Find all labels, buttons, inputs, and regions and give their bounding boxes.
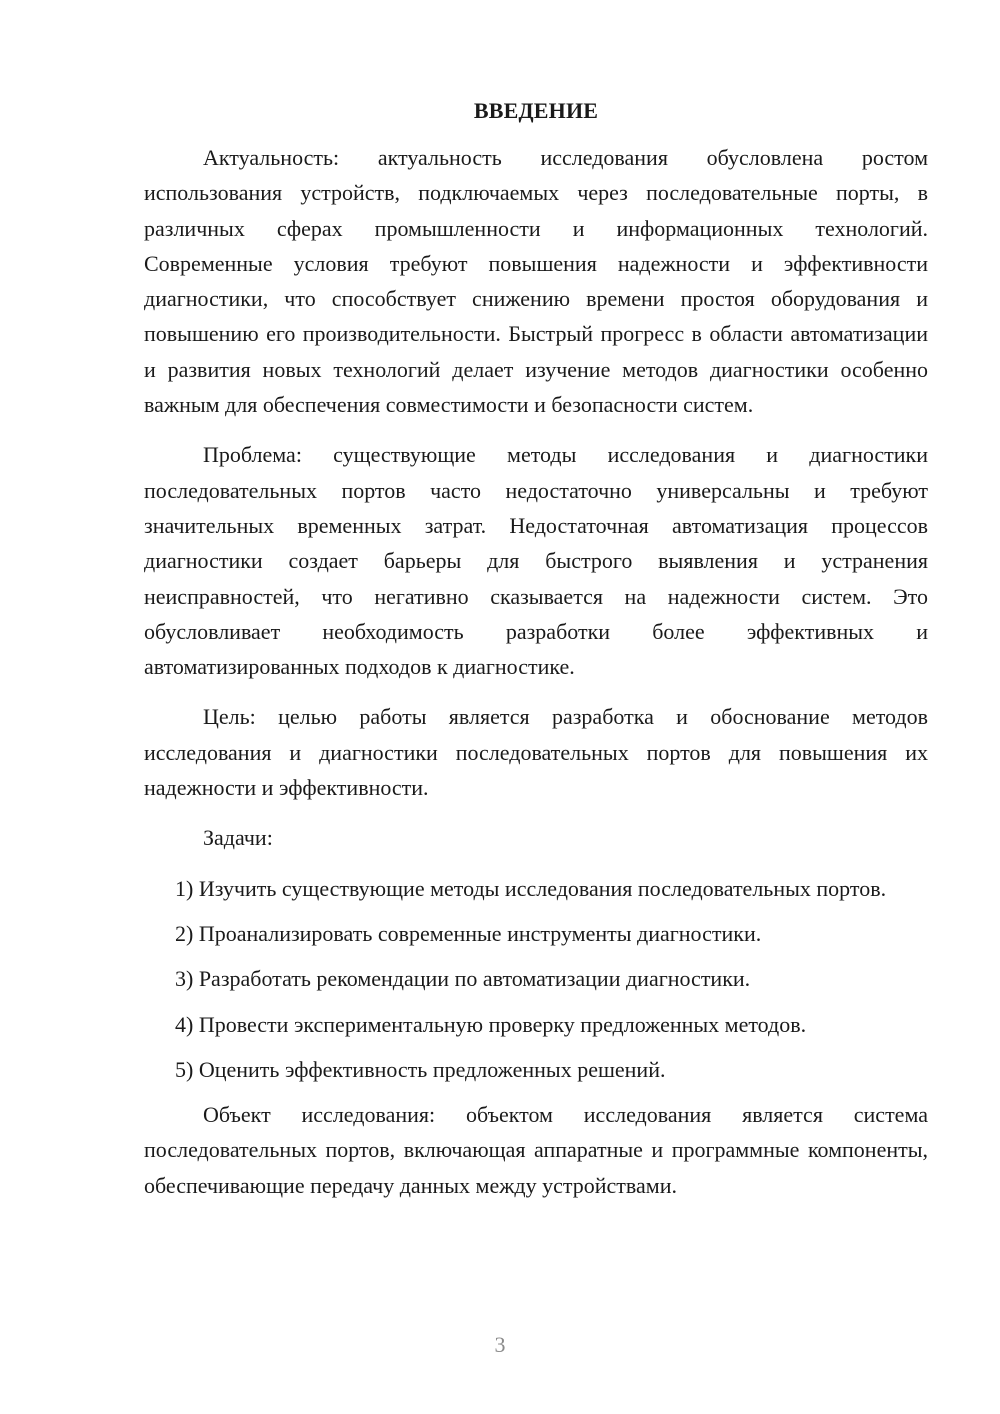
task-item: 3) Разработать рекомендации по автоматизации диагностики. [175, 966, 751, 992]
document-page [144, 96, 928, 1218]
document-title: ВВЕДЕНИЕ [473, 98, 599, 123]
task-item: 4) Провести экспериментальную проверку предложенных методов. [175, 1011, 807, 1037]
goal-paragraph: Цель: целью работы является разработка и обоснование методов исследования и диагностики последовательных портов для повышения их надежности и эффективности. [144, 704, 928, 801]
page-number: 3 [494, 1332, 506, 1357]
problem-paragraph: Проблема: существующие методы исследования и диагностики последовательных портов часто недостаточно универсальны и требуют значительных временных затрат. Недостаточная автоматизация процессов диагностики создает барьеры для быстрого выявления и устранения неисправностей, что негативно сказывается на надежности систем. Это обусловливает необходимость разработки более эффективных и автоматизированных подходов к диагностике. [144, 442, 928, 680]
tasks-list [144, 871, 928, 1087]
task-item: 1) Изучить существующие методы исследования последовательных портов. [175, 875, 887, 901]
relevance-paragraph: Актуальность: актуальность исследования обусловлена ростом использования устройств, подключаемых через последовательные порты, в различных сферах промышленности и информационных технологий. Современные условия требуют повышения надежности и эффективности диагностики, что способствует снижению времени простоя оборудования и повышению его производительности. Быстрый прогресс в области автоматизации и развития новых технологий делает изучение методов диагностики особенно важным для обеспечения совместимости и безопасности систем. [144, 145, 928, 418]
task-item: 5) Оценить эффективность предложенных решений. [175, 1056, 666, 1082]
task-item: 2) Проанализировать современные инструменты диагностики. [175, 920, 762, 946]
object-paragraph: Объект исследования: объектом исследования является система последовательных портов, включающая аппаратные и программные компоненты, обеспечивающие передачу данных между устройствами. [144, 1102, 928, 1198]
tasks-heading: Задачи: [203, 825, 273, 851]
